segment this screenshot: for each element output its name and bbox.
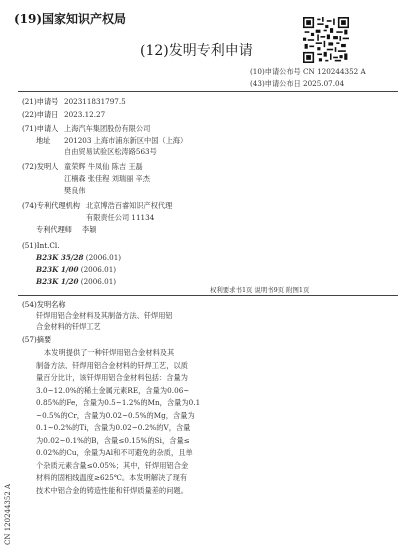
abstract-label: (57)摘要	[22, 335, 52, 344]
applicant-label: (71)申请人	[22, 124, 59, 133]
ipc-code: B23K 1/20	[36, 277, 79, 286]
invention-title-label: (54)发明名称	[22, 300, 66, 309]
header-divider	[18, 91, 398, 92]
application-date-value: 2023.12.27	[64, 110, 106, 119]
publication-date-row	[250, 79, 344, 89]
publication-date-label: (43)申请公布日	[250, 79, 301, 88]
publication-date-value: 2025.07.04	[303, 79, 345, 88]
invention-title-line-2: 合金材料的钎焊工艺	[36, 322, 101, 331]
abstract-line: 0.02%的Cu，余量为Al和不可避免的杂质，且单	[36, 448, 193, 457]
abstract-line: 0.1~0.2%的Ti，含量为0.02~0.2%的V，含量	[36, 423, 191, 432]
application-number-value: 202311831797.5	[64, 97, 126, 106]
invention-title-line-1: 钎焊用铝合金材料及其制备方法、钎焊用铝	[36, 311, 173, 320]
abstract-line: 0.85%的Fe，含量为0.5~1.2%的Mn，含量为0.1	[36, 398, 201, 407]
page-counts: 权利要求书1页 说明书9页 附图1页	[210, 286, 310, 294]
application-date-label: (22)申请日	[22, 110, 59, 119]
agency-line-1: 北京博浩百睿知识产权代理	[86, 201, 173, 210]
ipc-version: (2006.01)	[80, 265, 117, 274]
qr-code-icon	[303, 17, 349, 63]
applicant-value: 上海汽车集团股份有限公司	[64, 124, 151, 133]
agency-line-2: 有限责任公司 11134	[86, 213, 155, 222]
inventor-line: 樊良伟	[64, 186, 86, 195]
address-line-1: 201203 上海市浦东新区中国（上海）	[64, 136, 188, 145]
address-label: 地址	[36, 136, 51, 145]
abstract-line: 量百分比计，该钎焊用铝合金材料包括：含量为	[36, 373, 188, 382]
abstract-line: ~0.5%的Cr，含量为0.02~0.5%的Mg，含量为	[36, 410, 195, 420]
abstract-line: 个杂质元素含量≤0.05%；其中，钎焊用铝合金	[36, 460, 189, 470]
inventor-label: (72)发明人	[22, 162, 59, 171]
abstract-line: 本发明提供了一种钎焊用铝合金材料及其	[44, 348, 175, 357]
abstract-line: 3.0~12.0%的稀土金属元素RE，含量为0.06~	[36, 385, 190, 395]
ipc-entry	[36, 253, 121, 262]
biblio-divider	[18, 295, 398, 296]
address-line-2: 自由贸易试验区松涛路563号	[64, 147, 157, 156]
ipc-version: (2006.01)	[80, 277, 117, 286]
ipc-code: B23K 1/00	[36, 265, 79, 274]
side-publication-code: CN 120244352 A	[4, 483, 12, 545]
abstract-line: 制备方法、钎焊用铝合金材料的钎焊工艺，以质	[36, 360, 188, 370]
ipc-version: (2006.01)	[85, 253, 122, 262]
ipc-label: (51)Int.Cl.	[22, 241, 60, 250]
office-name: (19)国家知识产权局	[14, 12, 127, 26]
agency-label: (74)专利代理机构	[22, 201, 80, 210]
publication-number-label: (10)申请公布号	[250, 67, 301, 76]
abstract-line: 材料的固相线温度≥625℃。本发明解决了现有	[36, 473, 188, 482]
abstract-line: 为0.02~0.1%的B，含量≤0.15%的Si，含量≤	[36, 435, 190, 445]
ipc-entry	[36, 265, 116, 274]
ipc-entry	[36, 277, 116, 286]
publication-number-value: CN 120244352 A	[303, 67, 366, 76]
inventor-line: 江楠森 张佳程 刘瑞丽 辛杰	[64, 174, 150, 183]
publication-number-row	[250, 67, 366, 77]
application-number-label: (21)申请号	[22, 97, 59, 106]
abstract-line: 技术中铝合金的铸造性能和钎焊质量差的问题。	[36, 485, 188, 495]
agent-value: 李颖	[82, 225, 97, 234]
ipc-code: B23K 35/28	[36, 253, 84, 262]
document-type-title: (12)发明专利申请	[140, 43, 253, 59]
agent-label: 专利代理师	[36, 225, 72, 234]
inventor-line: 童荣辉 牛凤仙 陈吉 王磊	[64, 162, 143, 171]
